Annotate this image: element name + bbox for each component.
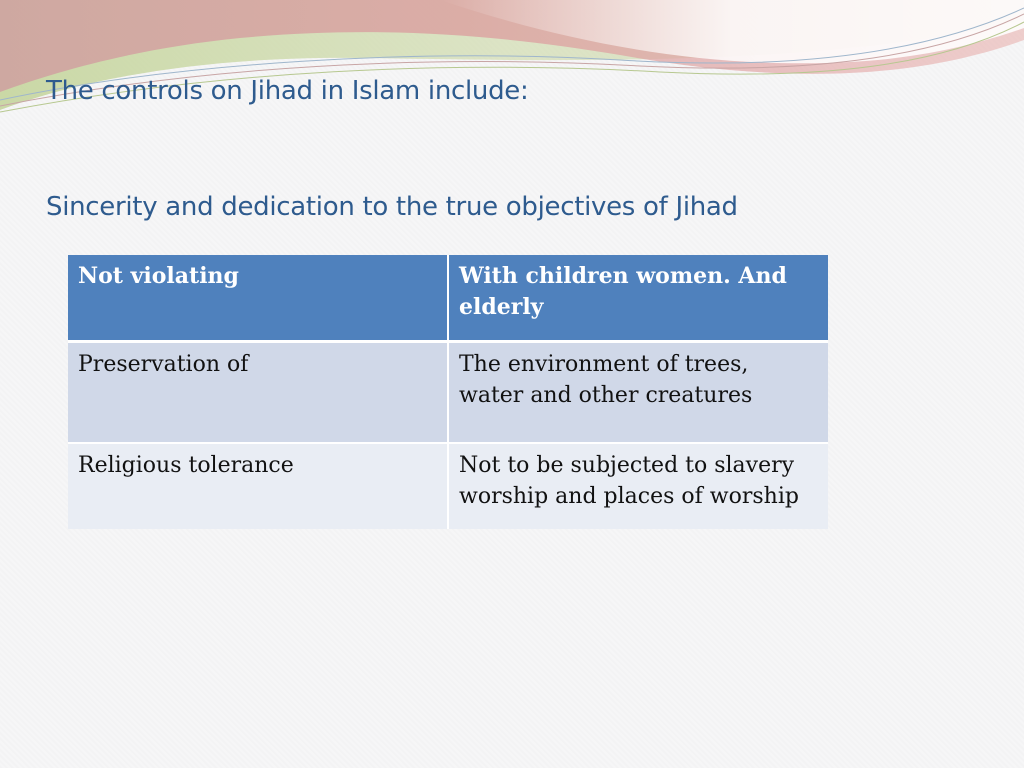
slide-title: The controls on Jihad in Islam include: xyxy=(46,76,529,106)
table-row xyxy=(68,443,828,529)
table-cell: Religious tolerance xyxy=(68,443,448,529)
table-cell: Preservation of xyxy=(68,341,448,443)
table-header-cell: With children women. And elderly xyxy=(448,255,828,341)
slide-subtitle: Sincerity and dedication to the true objectives of Jihad xyxy=(46,192,738,222)
table-row xyxy=(68,341,828,443)
jihad-controls-table xyxy=(68,255,828,529)
table-header-row xyxy=(68,255,828,341)
table-header-cell: Not violating xyxy=(68,255,448,341)
decorative-wave-banner xyxy=(0,0,1024,130)
table-cell: Not to be subjected to slavery worship and places of worship xyxy=(448,443,828,529)
table-cell: The environment of trees, water and other creatures xyxy=(448,341,828,443)
